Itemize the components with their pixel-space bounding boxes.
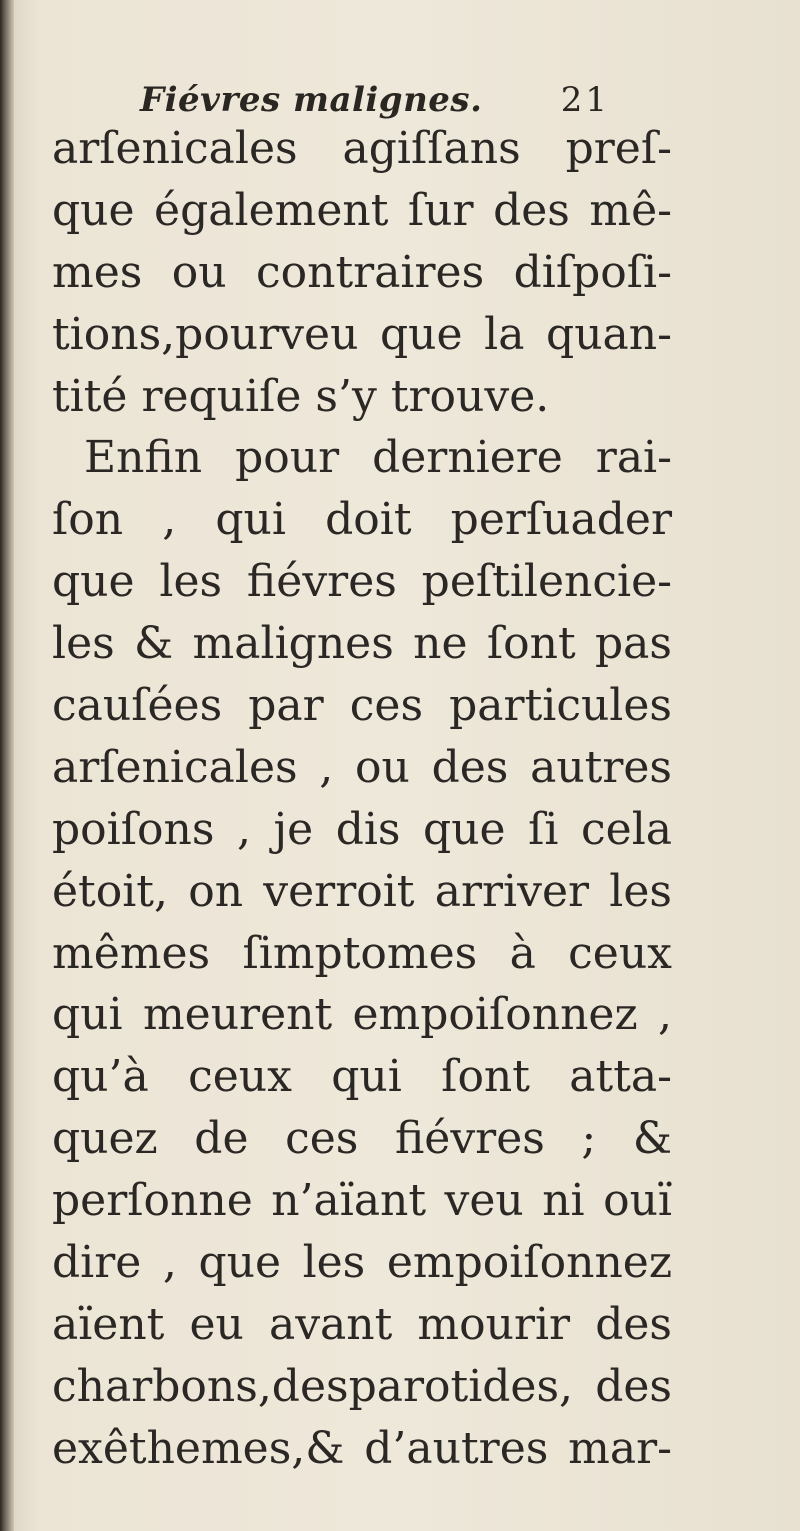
text-line: qui meurent empoiſonnez , xyxy=(52,989,672,1041)
text-line: arſenicales , ou des autres xyxy=(52,741,672,793)
text-line: qu’à ceux qui ſont atta- xyxy=(52,1051,672,1103)
text-line: aïent eu avant mourir des xyxy=(52,1298,672,1350)
text-line: ſon , qui doit perſuader xyxy=(52,494,672,546)
text-line: mes ou contraires diſpoſi- xyxy=(52,246,672,298)
text-line: mêmes ſimptomes à ceux xyxy=(52,927,672,979)
text-line: quez de ces fiévres ; & xyxy=(52,1113,672,1165)
text-line: perſonne n’aïant veu ni ouï xyxy=(52,1175,672,1227)
page-number: 21 xyxy=(560,80,610,120)
text-line: que également ſur des mê- xyxy=(52,184,672,236)
text-line: arſenicales agiſſans preſ- xyxy=(52,123,672,174)
book-spine-shadow xyxy=(0,0,14,1531)
text-line: poiſons , je dis que ſi cela xyxy=(52,803,672,855)
text-line: exêthemes,& d’autres mar- xyxy=(52,1422,672,1474)
text-line: tions,pourveu que la quan- xyxy=(52,308,672,360)
text-line: les & malignes ne ſont pas xyxy=(52,618,672,670)
body-text xyxy=(52,118,672,1480)
text-line: charbons,desparotides, des xyxy=(52,1360,672,1412)
text-line: dire , que les empoiſonnez xyxy=(52,1237,672,1289)
text-line: cauſées par ces particules xyxy=(52,680,672,732)
running-head-title: Fiévres malignes. xyxy=(140,80,483,120)
text-line: que les fiévres peſtilencie- xyxy=(52,556,672,608)
text-line: étoit, on verroit arriver les xyxy=(52,865,672,917)
text-line: Enfin pour derniere rai- xyxy=(84,432,672,484)
text-line: tité requiſe s’y trouve. xyxy=(52,370,550,422)
